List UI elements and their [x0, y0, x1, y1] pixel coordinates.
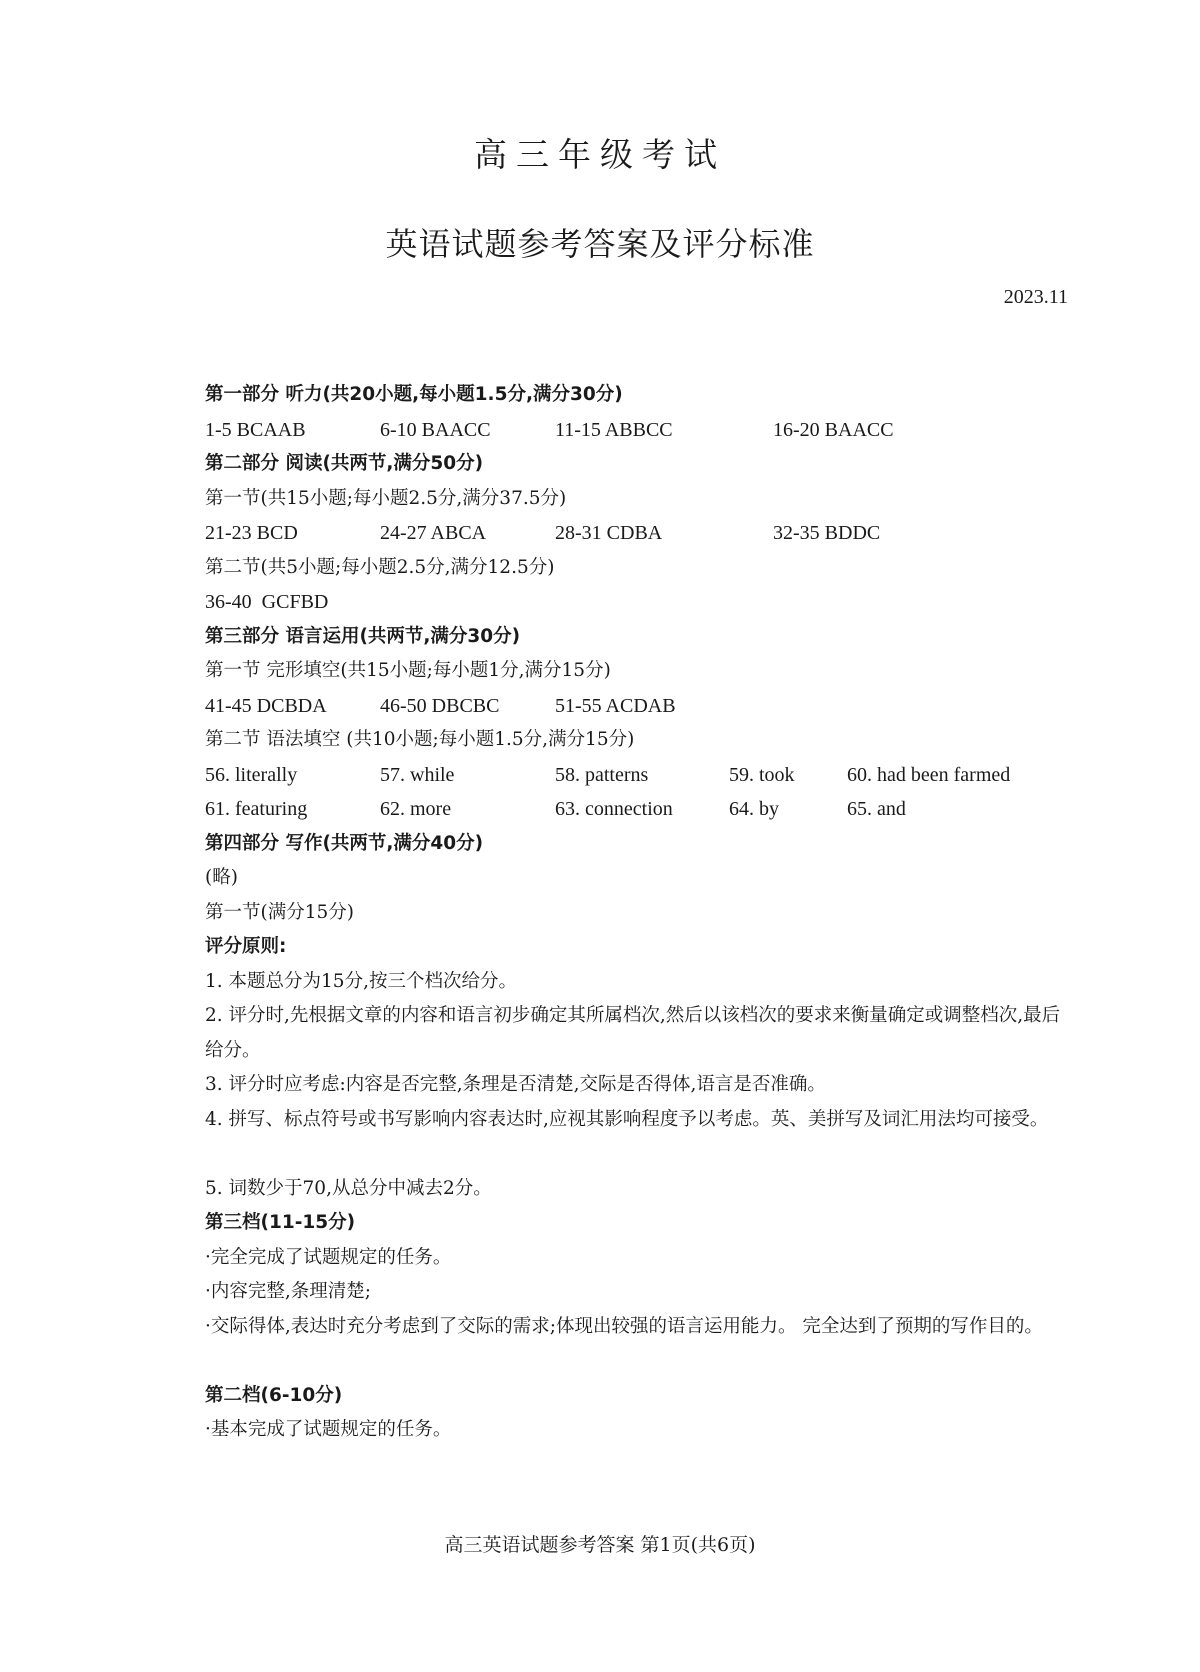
grammar-answer: 61. featuring — [205, 798, 308, 820]
grammar-answer: 58. patterns — [555, 763, 649, 786]
grammar-answer: 57. while — [380, 763, 455, 786]
grammar-answer: 64. by — [729, 798, 779, 820]
level2-item: ·基本完成了试题规定的任务。 — [205, 1419, 452, 1440]
principle-item: 4. 拼写、标点符号或书写影响内容表达时,应视其影响程度予以考虑。英、美拼写及词汇用法均可接受。 — [205, 1108, 1049, 1130]
principle-item: 3. 评分时应考虑:内容是否完整,条理是否清楚,交际是否得体,语言是否准确。 — [205, 1074, 826, 1095]
level3-item: ·交际得体,表达时充分考虑到了交际的需求;体现出较强的语言运用能力。 完全达到了预期的写作目的。 — [205, 1315, 1043, 1337]
level2-heading: 第二档(6-10分) — [205, 1384, 343, 1406]
level3-heading: 第三档(11-15分) — [205, 1212, 356, 1233]
principle-item: 2. 评分时,先根据文章的内容和语言初步确定其所属档次,然后以该档次的要求来衡量确定或调整档次,最后给分。 — [205, 1005, 1061, 1061]
grammar-answer: 56. literally — [205, 763, 298, 786]
document-title: 高三年级考试 — [474, 135, 726, 174]
part4-heading: 第四部分 写作(共两节,满分40分) — [205, 832, 484, 854]
principle-item: 5. 词数少于70,从总分中减去2分。 — [205, 1177, 492, 1199]
principle-item: 1. 本题总分为15分,按三个档次给分。 — [205, 970, 517, 992]
principles-heading: 评分原则: — [205, 936, 287, 957]
part3-heading: 第三部分 语言运用(共两节,满分30分) — [205, 625, 521, 647]
part3-section2-heading: 第二节 语法填空 (共10小题;每小题1.5分,满分15分) — [205, 729, 635, 750]
part2-section1-answers — [205, 516, 1075, 551]
answer-group: 28-31 CDBA — [555, 522, 663, 544]
level3-item: ·完全完成了试题规定的任务。 — [205, 1246, 452, 1268]
part2-section2-answers — [205, 585, 1075, 620]
answer-group: 11-15 ABBCC — [555, 418, 673, 441]
answer-group: 24-27 ABCA — [380, 522, 487, 544]
answer-group: 41-45 DCBDA — [205, 694, 327, 717]
grammar-answers-row2 — [205, 792, 1075, 827]
part1-answers — [205, 413, 1075, 448]
answer-group: 32-35 BDDC — [773, 522, 881, 544]
part1-heading: 第一部分 听力(共20小题,每小题1.5分,满分30分) — [205, 384, 623, 405]
answer-group: 51-55 ACDAB — [555, 694, 676, 717]
answer-group: 46-50 DBCBC — [380, 694, 500, 717]
part3-section1-heading: 第一节 完形填空(共15小题;每小题1分,满分15分) — [205, 660, 611, 681]
answer-group: 36-40 GCFBD — [205, 591, 329, 613]
grammar-answer: 62. more — [380, 798, 452, 820]
part3-section1-answers — [205, 689, 1075, 724]
document-date: 2023.11 — [1003, 286, 1068, 308]
level3-item: ·内容完整,条理清楚; — [205, 1281, 371, 1302]
answer-group: 6-10 BAACC — [380, 418, 491, 441]
grammar-answer: 59. took — [729, 763, 795, 786]
page-footer: 高三英语试题参考答案 第1页(共6页) — [444, 1534, 756, 1556]
document-subtitle: 英语试题参考答案及评分标准 — [385, 225, 815, 263]
part4-omitted: (略) — [205, 867, 238, 888]
answer-group: 16-20 BAACC — [773, 418, 894, 441]
grammar-answer: 63. connection — [555, 798, 673, 820]
grammar-answer: 65. and — [847, 798, 906, 820]
answer-key-content — [205, 378, 1075, 1448]
grammar-answer: 60. had been farmed — [847, 763, 1011, 786]
part2-section1-heading: 第一节(共15小题;每小题2.5分,满分37.5分) — [205, 487, 567, 509]
part2-section2-heading: 第二节(共5小题;每小题2.5分,满分12.5分) — [205, 556, 555, 578]
answer-group: 21-23 BCD — [205, 522, 298, 544]
part4-section1-heading: 第一节(满分15分) — [205, 901, 354, 923]
answer-group: 1-5 BCAAB — [205, 418, 306, 441]
part2-heading: 第二部分 阅读(共两节,满分50分) — [205, 453, 484, 474]
grammar-answers-row1 — [205, 758, 1075, 793]
